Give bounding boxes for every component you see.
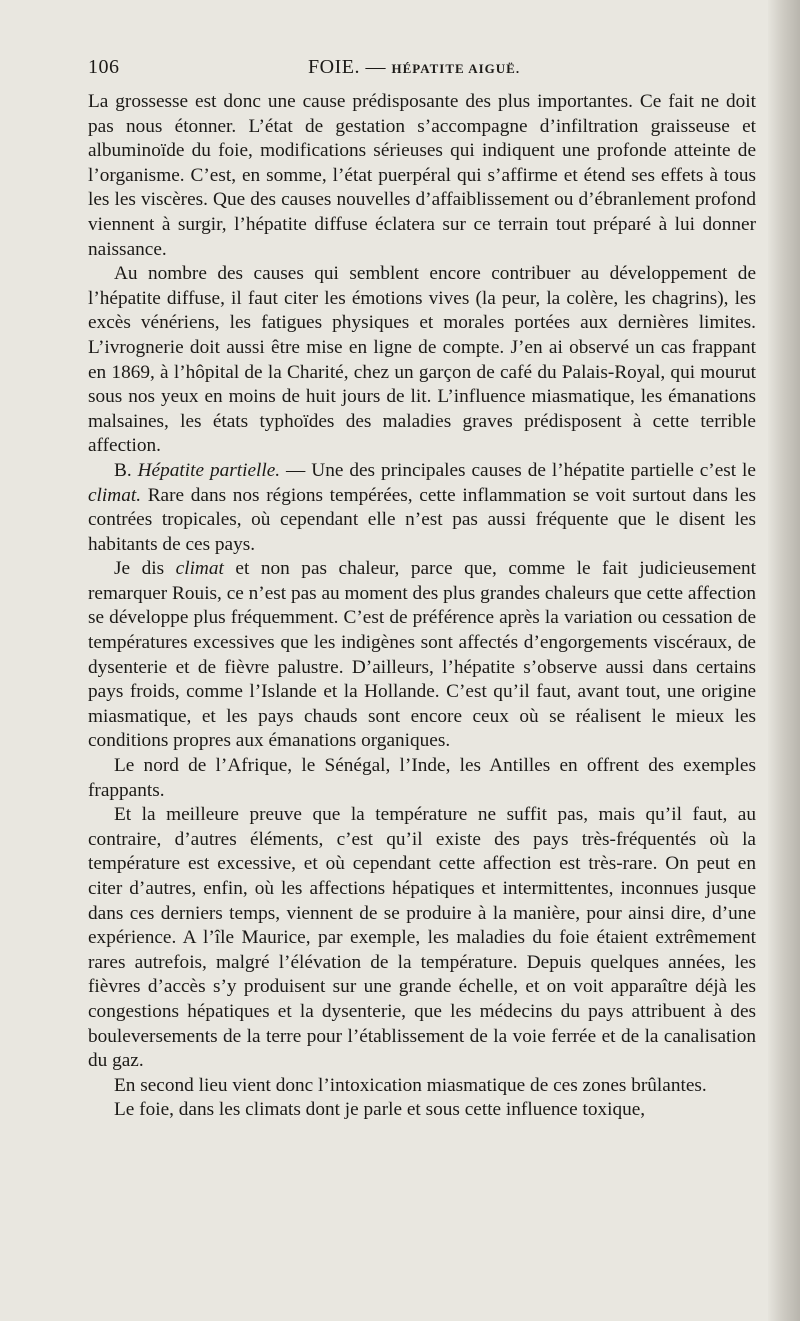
paragraph-4-text-b: et non pas chaleur, parce que, comme le fait judicieusement remarquer Rouis, ce n’est pas au moment des plus grandes chaleurs que cette affection se développe plus fréquemment. C’est de préférence après la variation ou cessation de températures excessives que les indigènes sont affectés d’engorgements viscéraux, de dysenterie et de fièvre palustre. D’ailleurs, l’hépatite s’observe aussi dans certains pays froids, comme l’Islande et la Hollande. C’est qu’il faut, avant tout, une origine miasmatique, et les pays chauds sont encore ceux où se réalisent le mieux les conditions propres aux émanations organiques. — [88, 558, 757, 752]
section-prefix: B. — [114, 459, 132, 481]
running-title-sub: HÉPATITE AIGUË. — [391, 61, 521, 76]
page-number: 106 — [88, 56, 120, 78]
paragraph-3-emphasis: climat. — [88, 484, 142, 506]
paragraph-2: Au nombre des causes qui semblent encore contribuer au développement de l’hépatite diffuse, il faut citer les émotions vives (la peur, la colère, les chagrins), les excès vénériens, les fatigues physiques et morales portées aux dernières limites. L’ivrognerie doit aussi être mise en ligne de compte. J’en ai observé un cas frappant en 1869, à l’hôpital de la Charité, chez un garçon de café du Palais-Royal, qui mourut sous nos yeux en moins de huit jours de lit. L’influence miasmatique, les émanations malsaines, les états typhoïdes des maladies graves prédisposent à cette terrible affection. — [88, 263, 756, 457]
paragraph-3 — [88, 459, 756, 557]
running-title-dash: — — [365, 56, 386, 78]
running-title-main: FOIE. — [308, 56, 360, 78]
paragraph-4-text-a: Je dis — [114, 558, 165, 580]
paragraph-4 — [88, 557, 756, 754]
section-heading: Hépatite partielle. — [137, 459, 281, 481]
paragraph-3-text-a: — Une des principales causes de l’hépatite partielle c’est le — [286, 459, 756, 481]
paragraph-7: En second lieu vient donc l’intoxication miasmatique de ces zones brûlantes. — [114, 1074, 707, 1096]
paragraph-1: La grossesse est donc une cause prédisposante des plus importantes. Ce fait ne doit pas nous étonner. L’état de gestation s’accompagne d’infiltration graisseuse et albuminoïde du foie, modifications sérieuses qui indiquent une profonde atteinte de l’organisme. C’est, en somme, l’état puerpéral qui s’affirme et étend ses effets à tous les les viscères. Que des causes nouvelles d’affaiblissement ou d’ébranlement profond viennent à surgir, l’hépatite diffuse éclatera sur ce terrain tout préparé à lui donner naissance. — [88, 91, 756, 260]
paragraph-8: Le foie, dans les climats dont je parle et sous cette influence toxique, — [114, 1099, 646, 1121]
paragraph-6: Et la meilleure preuve que la température ne suffit pas, mais qu’il faut, au contraire, d’autres éléments, c’est qu’il existe des pays très-fréquentés où la température est excessive, et où cependant cette affection est très-rare. On peut en citer d’autres, enfin, où les affections hépatiques et intermittentes, inconnues jusque dans ces derniers temps, viennent de se produire à la manière, pour ainsi dire, d’une expérience. A l’île Maurice, par exemple, les maladies du foie étaient extrêmement rares autrefois, malgré l’élévation de la température. Depuis quelques années, les fièvres d’accès s’y produisent sur une grande échelle, et on voit apparaître déjà les congestions hépatiques et la dysenterie, que les médecins du pays attribuent à des bouleversements de la terre pour l’établissement de la voie ferrée et de la canalisation du gaz. — [88, 804, 756, 1072]
paragraph-5: Le nord de l’Afrique, le Sénégal, l’Inde, les Antilles en offrent des exemples frappants. — [88, 755, 756, 801]
page-edge-shadow — [768, 0, 800, 1321]
page-body — [88, 90, 756, 1123]
paragraph-4-emphasis: climat — [175, 558, 224, 580]
running-header — [88, 56, 758, 82]
running-title — [308, 56, 520, 79]
paragraph-3-text-b: Rare dans nos régions tempérées, cette inflammation se voit surtout dans les contrées tropicales, où cependant elle n’est pas aussi fréquente que le disent les habitants de ces pays. — [88, 484, 756, 555]
